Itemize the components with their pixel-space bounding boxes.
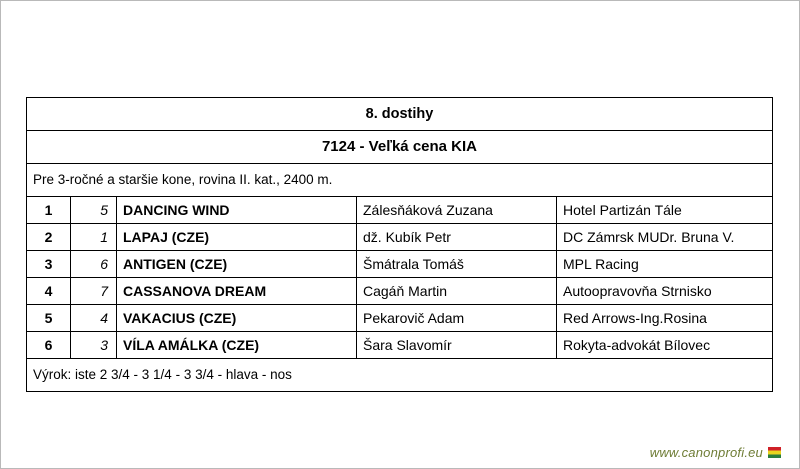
row-jockey: Šara Slavomír [357,332,557,359]
row-horse: DANCING WIND [117,197,357,224]
row-owner: Hotel Partizán Tále [557,197,773,224]
table-row [27,197,773,224]
row-number: 1 [71,224,117,251]
table-row [27,305,773,332]
row-place: 6 [27,332,71,359]
row-jockey: Cagáň Martin [357,278,557,305]
row-horse: VÍLA AMÁLKA (CZE) [117,332,357,359]
race-conditions: Pre 3-ročné a staršie kone, rovina II. kat., 2400 m. [27,164,773,197]
row-place: 2 [27,224,71,251]
row-number: 6 [71,251,117,278]
row-jockey: Zálesňáková Zuzana [357,197,557,224]
watermark [650,445,781,460]
table-row [27,332,773,359]
row-horse: CASSANOVA DREAM [117,278,357,305]
table-row [27,278,773,305]
row-number: 4 [71,305,117,332]
row-place: 4 [27,278,71,305]
row-jockey: Šmátrala Tomáš [357,251,557,278]
row-owner: MPL Racing [557,251,773,278]
row-place: 5 [27,305,71,332]
flag-icon [768,447,781,458]
watermark-text: www.canonprofi.eu [649,445,763,460]
row-place: 1 [27,197,71,224]
row-owner: Autoopravovňa Strnisko [557,278,773,305]
table-verdict-row [27,359,773,392]
row-number: 3 [71,332,117,359]
table-row [27,224,773,251]
table-race-row [27,131,773,164]
race-results-table [26,97,773,392]
meeting-title: 8. dostihy [27,98,773,131]
table-conditions-row [27,164,773,197]
row-number: 5 [71,197,117,224]
race-verdict: Výrok: iste 2 3/4 - 3 1/4 - 3 3/4 - hlava - nos [27,359,773,392]
row-horse: ANTIGEN (CZE) [117,251,357,278]
row-owner: Rokyta-advokát Bílovec [557,332,773,359]
row-number: 7 [71,278,117,305]
row-jockey: dž. Kubík Petr [357,224,557,251]
table-title-row [27,98,773,131]
race-name: 7124 - Veľká cena KIA [27,131,773,164]
row-owner: DC Zámrsk MUDr. Bruna V. [557,224,773,251]
row-place: 3 [27,251,71,278]
table-row [27,251,773,278]
row-jockey: Pekarovič Adam [357,305,557,332]
row-owner: Red Arrows-Ing.Rosina [557,305,773,332]
row-horse: LAPAJ (CZE) [117,224,357,251]
row-horse: VAKACIUS (CZE) [117,305,357,332]
